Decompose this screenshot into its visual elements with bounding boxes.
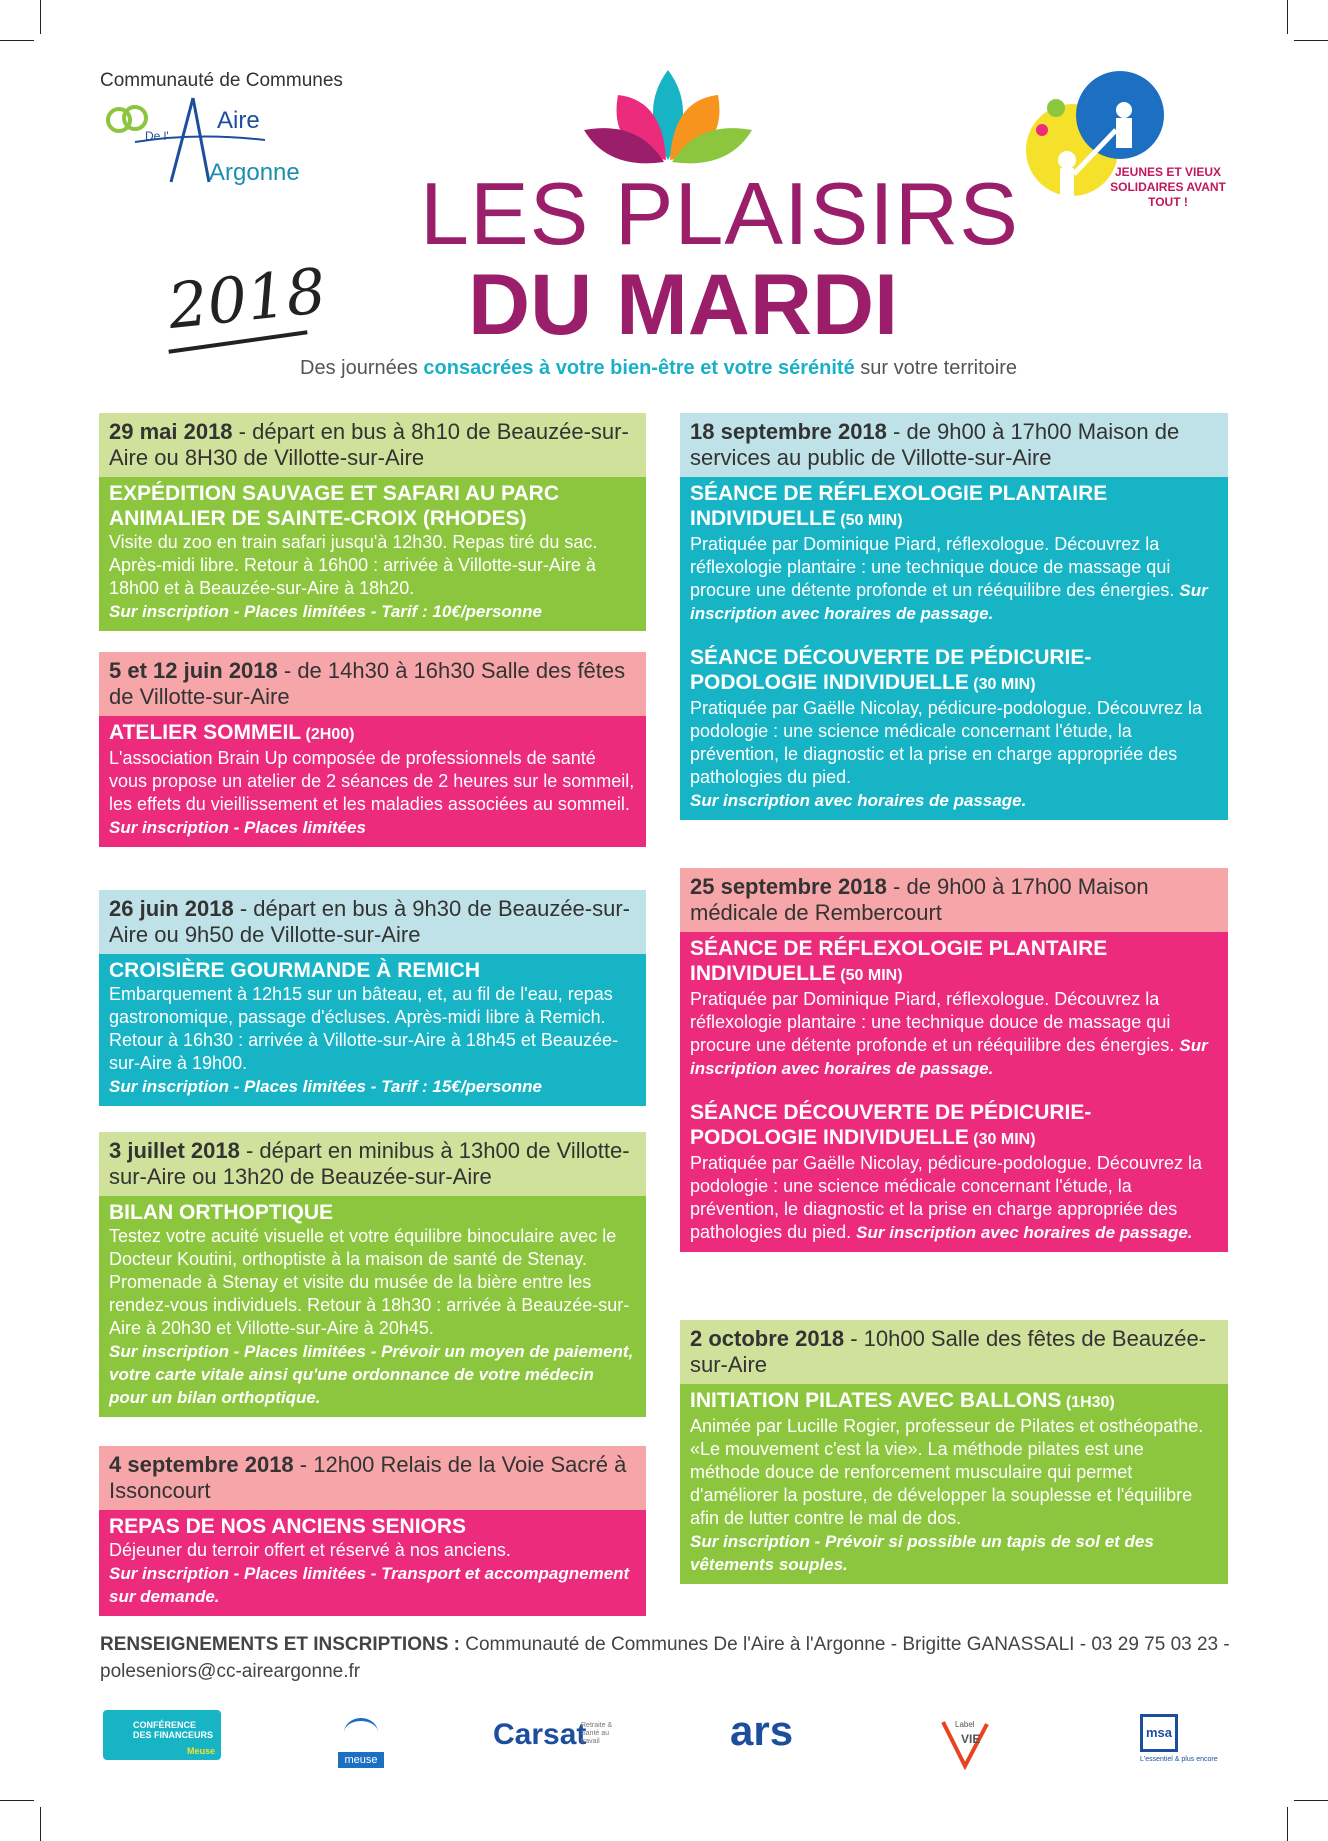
- event-description: Pratiquée par Gaëlle Nicolay, pédicure-podologue. Découvrez la podologie : une science médicale concernant l'étude, la prévention, le diagnostic et la prise en charge appropriée des pathologies du pied.: [690, 698, 1202, 787]
- conference-financeurs-logo-text: CONFÉRENCE DES FINANCEURS: [133, 1720, 214, 1740]
- event-section: [690, 936, 1218, 1080]
- event-date: 25 septembre 2018: [690, 874, 887, 899]
- event-description: [690, 988, 1218, 1080]
- event-header: [99, 1446, 646, 1510]
- event-title-text: REPAS DE NOS ANCIENS SENIORS: [109, 1515, 467, 1538]
- event-details: - départ en minibus à 13h00 de Villotte-sur-Aire ou 13h20 de Beauzée-sur-Aire: [109, 1138, 630, 1189]
- event-body: [99, 1510, 646, 1616]
- crop-mark: [1294, 40, 1328, 41]
- crop-mark: [0, 40, 34, 41]
- event-header: [99, 652, 646, 716]
- event-note: Sur inscription - Places limitées - Tarif : 15€/personne: [109, 1077, 543, 1096]
- org-logo-text-argonne: Argonne: [209, 159, 300, 186]
- event-header: [99, 1132, 646, 1196]
- org-logo-text-de: De l': [145, 129, 169, 143]
- event-card-29-mai: [99, 413, 646, 631]
- contact-email[interactable]: poleseniors@cc-aireargonne.fr: [100, 1661, 361, 1682]
- event-date: 4 septembre 2018: [109, 1452, 294, 1477]
- event-card-juin-sommeil: [99, 652, 646, 847]
- org-name: Communauté de Communes: [100, 70, 343, 91]
- event-section: [690, 481, 1218, 625]
- conference-financeurs-logo-sub: Meuse: [186, 1746, 215, 1756]
- event-body: [99, 954, 646, 1106]
- event-note: Sur inscription - Places limitées: [109, 818, 366, 837]
- event-details: - de 9h00 à 17h00 Maison de services au public de Villotte-sur-Aire: [690, 419, 1180, 470]
- event-details: - 10h00 Salle des fêtes de Beauzée-sur-Aire: [690, 1326, 1207, 1377]
- event-card-26-juin: [99, 890, 646, 1106]
- event-description-text: Pratiquée par Dominique Piard, réflexologue. Découvrez la réflexologie plantaire : une technique douce de massage qui procure une détente profonde et un rééquilibre des énergies.: [690, 989, 1175, 1055]
- subtitle-highlight: consacrées à votre bien-être et votre sérénité: [423, 357, 855, 379]
- event-details: - de 9h00 à 17h00 Maison médicale de Rembercourt: [690, 874, 1149, 925]
- event-title: [690, 1100, 1218, 1152]
- page-title-line1: LES PLAISIRS: [420, 164, 1019, 263]
- meuse-logo-text: meuse: [338, 1752, 384, 1768]
- event-title: [109, 481, 636, 531]
- event-body: [99, 1196, 646, 1417]
- event-note: Sur inscription avec horaires de passage.: [856, 1223, 1193, 1242]
- solidarity-tagline-line2: SOLIDAIRES AVANT TOUT !: [1110, 180, 1226, 209]
- event-duration: (50 MIN): [835, 512, 903, 529]
- event-note: Sur inscription - Places limitées - Transport et accompagnement sur demande.: [109, 1564, 630, 1606]
- subtitle-pre: Des journées: [300, 357, 424, 379]
- event-note: Sur inscription avec horaires de passage.: [690, 1036, 1208, 1078]
- contact-info: [100, 1631, 1240, 1685]
- event-description: Testez votre acuité visuelle et votre équilibre binoculaire avec le Docteur Koutini, orthoptiste à la maison de santé de Stenay. Promenade à Stenay et visite du musée de la bière entre les rendez-vous individuels. Retour à 18h30 : arrivée à Beauzée-sur-Aire à 20h30 et Villotte-sur-Aire à 20h45.: [109, 1226, 630, 1338]
- event-title: [690, 1388, 1218, 1415]
- event-title-text: SÉANCE DÉCOUVERTE DE PÉDICURIE-PODOLOGIE INDIVIDUELLE: [690, 646, 1092, 694]
- event-details: - départ en bus à 9h30 de Beauzée-sur-Aire ou 9h50 de Villotte-sur-Aire: [109, 896, 631, 947]
- event-title-text: SÉANCE DÉCOUVERTE DE PÉDICURIE-PODOLOGIE INDIVIDUELLE: [690, 1101, 1092, 1149]
- event-card-25-septembre: [680, 868, 1228, 1252]
- label-vie-logo-sub: Label: [955, 1720, 975, 1729]
- event-header: [680, 868, 1228, 932]
- event-description: [690, 533, 1218, 625]
- event-title-text: SÉANCE DE RÉFLEXOLOGIE PLANTAIRE INDIVIDUELLE: [690, 482, 1108, 530]
- event-description: Embarquement à 12h15 sur un bâteau, et, au fil de l'eau, repas gastronomique, passage d'écluses. Après-midi libre à Remich. Retour à 16h30 : arrivée à Villotte-sur-Aire à 18h45 et Beauzée-sur-Aire à 19h00.: [109, 984, 618, 1073]
- event-details: - de 14h30 à 16h30 Salle des fêtes de Villotte-sur-Aire: [109, 658, 626, 709]
- carsat-logo: [493, 1718, 613, 1758]
- event-note: Sur inscription - Places limitées - Tarif : 10€/personne: [109, 602, 543, 621]
- event-header: [99, 890, 646, 954]
- msa-logo-text: msa: [1140, 1714, 1178, 1752]
- event-date: 26 juin 2018: [109, 896, 234, 921]
- event-title: [109, 1200, 636, 1225]
- event-section: [690, 1100, 1218, 1244]
- event-description: Animée par Lucille Rogier, professeur de Pilates et osthéopathe. «Le mouvement c'est la vie». La méthode pilates est une méthode douce de renforcement musculaire qui permet d'améliorer la posture, de développer la souplesse et l'équilibre afin de lutter contre le mal de dos.: [690, 1416, 1204, 1528]
- event-body: [680, 477, 1228, 820]
- event-date: 2 octobre 2018: [690, 1326, 845, 1351]
- contact-details: Communauté de Communes De l'Aire à l'Argonne - Brigitte GANASSALI - 03 29 75 03 23 -: [459, 1634, 1230, 1655]
- event-body: [680, 1384, 1228, 1584]
- event-date: 18 septembre 2018: [690, 419, 887, 444]
- event-duration: (1H30): [1061, 1394, 1115, 1411]
- event-title: [109, 720, 636, 747]
- event-title: [690, 645, 1218, 697]
- event-description: L'association Brain Up composée de professionnels de santé vous propose un atelier de 2 séances de 2 heures sur le sommeil, les effets du vieillissement et les maladies associées au sommeil.: [109, 748, 635, 814]
- event-description: [690, 1152, 1218, 1244]
- subtitle-post: sur votre territoire: [854, 357, 1017, 379]
- carsat-logo-text: Carsat: [493, 1718, 587, 1751]
- label-vie-logo-text: VIE: [961, 1732, 981, 1746]
- event-duration: (2H00): [301, 726, 355, 743]
- event-description-text: Pratiquée par Gaëlle Nicolay, pédicure-podologue. Découvrez la podologie : une science médicale concernant l'étude, la prévention, le diagnostic et la prise en charge appropriée des pathologies du pied.: [690, 1153, 1202, 1242]
- event-header: [680, 1320, 1228, 1384]
- event-date: 29 mai 2018: [109, 419, 233, 444]
- subtitle: [300, 357, 1017, 380]
- event-card-4-septembre: [99, 1446, 646, 1616]
- event-title: [690, 481, 1218, 533]
- crop-mark: [0, 1800, 34, 1801]
- event-title: [109, 958, 636, 983]
- event-title-text: EXPÉDITION SAUVAGE ET SAFARI AU PARC ANIMALIER DE SAINTE-CROIX (RHODES): [109, 482, 559, 530]
- carsat-logo-sub: Retraite & Santé au travail: [581, 1722, 613, 1745]
- ars-logo: [730, 1707, 810, 1760]
- event-header: [99, 413, 646, 477]
- lotus-logo: [578, 60, 758, 170]
- event-duration: (30 MIN): [968, 1131, 1036, 1148]
- event-note: Sur inscription avec horaires de passage.: [690, 581, 1208, 623]
- event-card-2-octobre: [680, 1320, 1228, 1584]
- event-description: Visite du zoo en train safari jusqu'à 12h30. Repas tiré du sac. Après-midi libre. Retour à 16h00 : arrivée à Villotte-sur-Aire à 18h00 et à Beauzée-sur-Aire à 18h20.: [109, 532, 598, 598]
- page-title-line2: DU MARDI: [468, 257, 898, 353]
- contact-label: RENSEIGNEMENTS ET INSCRIPTIONS :: [100, 1634, 460, 1655]
- event-details: - départ en bus à 8h10 de Beauzée-sur-Aire ou 8H30 de Villotte-sur-Aire: [109, 419, 629, 470]
- event-title-text: INITIATION PILATES AVEC BALLONS: [690, 1389, 1062, 1412]
- event-title: [690, 936, 1218, 988]
- event-description: Déjeuner du terroir offert et réservé à nos anciens.: [109, 1540, 511, 1560]
- event-duration: (50 MIN): [835, 967, 903, 984]
- event-section: [690, 645, 1218, 812]
- crop-mark: [40, 0, 41, 34]
- event-body: [680, 932, 1228, 1252]
- event-note: Sur inscription - Prévoir si possible un tapis de sol et des vêtements souples.: [690, 1532, 1154, 1574]
- event-title: [109, 1514, 636, 1539]
- conference-financeurs-logo: [103, 1710, 221, 1760]
- event-date: 5 et 12 juin 2018: [109, 658, 278, 683]
- solidarity-tagline: [1098, 165, 1238, 210]
- event-card-3-juillet: [99, 1132, 646, 1417]
- event-note: Sur inscription avec horaires de passage.: [690, 791, 1027, 810]
- org-logo: [105, 92, 335, 188]
- meuse-logo-shape: [344, 1718, 378, 1747]
- msa-logo-sub: L'essentiel & plus encore: [1140, 1756, 1218, 1763]
- event-card-18-septembre: [680, 413, 1228, 820]
- crop-mark: [40, 1807, 41, 1841]
- org-logo-text-aire: Aire: [217, 107, 260, 134]
- label-vie-logo: [935, 1714, 995, 1770]
- event-header: [680, 413, 1228, 477]
- ars-logo-text: ars: [730, 1707, 794, 1754]
- crop-mark: [1294, 1800, 1328, 1801]
- event-body: [99, 716, 646, 847]
- event-date: 3 juillet 2018: [109, 1138, 240, 1163]
- event-duration: (30 MIN): [968, 676, 1036, 693]
- meuse-logo: [338, 1710, 384, 1768]
- event-note: Sur inscription - Places limitées - Prévoir un moyen de paiement, votre carte vitale ainsi qu'une ordonnance de votre médecin pour un bilan orthoptique.: [109, 1342, 634, 1407]
- event-title-text: BILAN ORTHOPTIQUE: [109, 1201, 333, 1224]
- solidarity-tagline-line1: JEUNES ET VIEUX: [1114, 165, 1222, 179]
- event-body: [99, 477, 646, 631]
- event-details: - 12h00 Relais de la Voie Sacré à Issoncourt: [109, 1452, 627, 1503]
- year-handwritten: 2018: [164, 253, 330, 344]
- msa-logo: [1140, 1714, 1230, 1768]
- event-title-text: CROISIÈRE GOURMANDE À REMICH: [109, 959, 481, 982]
- event-title-text: SÉANCE DE RÉFLEXOLOGIE PLANTAIRE INDIVIDUELLE: [690, 937, 1108, 985]
- event-description-text: Pratiquée par Dominique Piard, réflexologue. Découvrez la réflexologie plantaire : une technique douce de massage qui procure une détente profonde et un rééquilibre des énergies.: [690, 534, 1175, 600]
- crop-mark: [1287, 0, 1288, 34]
- crop-mark: [1287, 1807, 1288, 1841]
- event-title-text: ATELIER SOMMEIL: [109, 721, 302, 744]
